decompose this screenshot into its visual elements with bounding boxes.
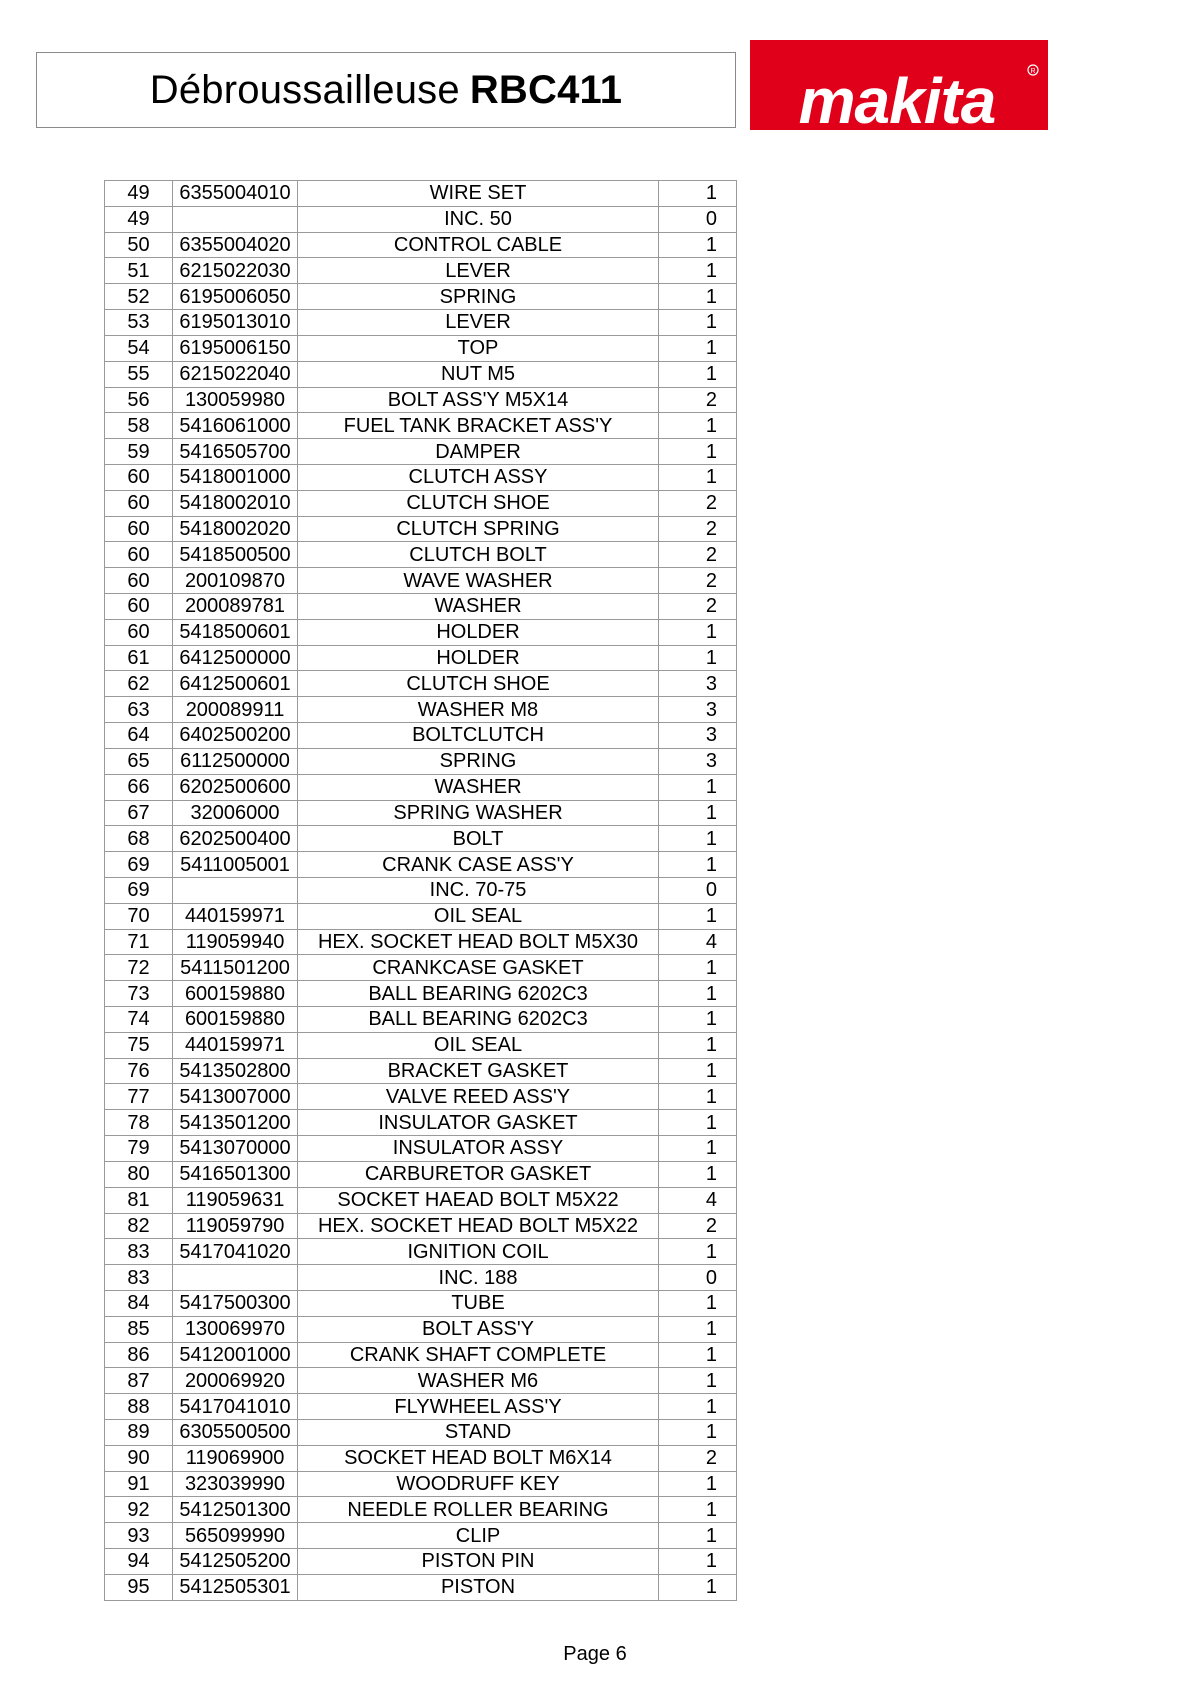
- part-number-cell: 200089781: [173, 594, 298, 620]
- part-number-cell: 5418002020: [173, 516, 298, 542]
- part-number-cell: 200069920: [173, 1368, 298, 1394]
- table-row: [105, 826, 737, 852]
- quantity-cell: 1: [659, 645, 737, 671]
- part-number-cell: 130069970: [173, 1316, 298, 1342]
- ref-cell: 90: [105, 1445, 173, 1471]
- part-number-cell: 6215022040: [173, 361, 298, 387]
- quantity-cell: 1: [659, 1007, 737, 1033]
- part-number-cell: 6412500000: [173, 645, 298, 671]
- quantity-cell: 1: [659, 1497, 737, 1523]
- ref-cell: 58: [105, 413, 173, 439]
- quantity-cell: 3: [659, 723, 737, 749]
- ref-cell: 56: [105, 387, 173, 413]
- ref-cell: 83: [105, 1265, 173, 1291]
- ref-cell: 67: [105, 800, 173, 826]
- quantity-cell: 1: [659, 1368, 737, 1394]
- description-cell: CLUTCH SHOE: [298, 490, 659, 516]
- ref-cell: 64: [105, 723, 173, 749]
- description-cell: CRANK CASE ASS'Y: [298, 852, 659, 878]
- description-cell: SOCKET HAEAD BOLT M5X22: [298, 1187, 659, 1213]
- quantity-cell: 1: [659, 464, 737, 490]
- title-model: RBC411: [469, 67, 623, 112]
- table-row: [105, 1265, 737, 1291]
- description-cell: FUEL TANK BRACKET ASS'Y: [298, 413, 659, 439]
- part-number-cell: 6215022030: [173, 258, 298, 284]
- table-row: [105, 258, 737, 284]
- part-number-cell: 130059980: [173, 387, 298, 413]
- part-number-cell: 119059940: [173, 929, 298, 955]
- table-row: [105, 1239, 737, 1265]
- quantity-cell: 2: [659, 542, 737, 568]
- table-row: [105, 542, 737, 568]
- quantity-cell: 1: [659, 826, 737, 852]
- quantity-cell: 1: [659, 1316, 737, 1342]
- description-cell: HEX. SOCKET HEAD BOLT M5X30: [298, 929, 659, 955]
- description-cell: OIL SEAL: [298, 1032, 659, 1058]
- part-number-cell: 5417500300: [173, 1290, 298, 1316]
- description-cell: WAVE WASHER: [298, 568, 659, 594]
- description-cell: NEEDLE ROLLER BEARING: [298, 1497, 659, 1523]
- part-number-cell: 5416061000: [173, 413, 298, 439]
- table-row: [105, 697, 737, 723]
- table-row: [105, 439, 737, 465]
- table-row: [105, 929, 737, 955]
- part-number-cell: 565099990: [173, 1523, 298, 1549]
- table-row: [105, 1316, 737, 1342]
- table-row: [105, 903, 737, 929]
- description-cell: SOCKET HEAD BOLT M6X14: [298, 1445, 659, 1471]
- description-cell: CLIP: [298, 1523, 659, 1549]
- description-cell: CLUTCH BOLT: [298, 542, 659, 568]
- quantity-cell: 1: [659, 258, 737, 284]
- table-row: [105, 568, 737, 594]
- part-number-cell: 6402500200: [173, 723, 298, 749]
- table-row: [105, 723, 737, 749]
- description-cell: BOLT: [298, 826, 659, 852]
- part-number-cell: 5412001000: [173, 1342, 298, 1368]
- ref-cell: 72: [105, 955, 173, 981]
- table-row: [105, 1523, 737, 1549]
- description-cell: PISTON PIN: [298, 1549, 659, 1575]
- table-row: [105, 1394, 737, 1420]
- part-number-cell: 6305500500: [173, 1420, 298, 1446]
- ref-cell: 89: [105, 1420, 173, 1446]
- part-number-cell: 5417041020: [173, 1239, 298, 1265]
- table-row: [105, 310, 737, 336]
- quantity-cell: 1: [659, 413, 737, 439]
- table-row: [105, 1032, 737, 1058]
- quantity-cell: 1: [659, 800, 737, 826]
- part-number-cell: 200089911: [173, 697, 298, 723]
- part-number-cell: 5413501200: [173, 1110, 298, 1136]
- description-cell: WASHER M6: [298, 1368, 659, 1394]
- part-number-cell: 6112500000: [173, 748, 298, 774]
- part-number-cell: 119069900: [173, 1445, 298, 1471]
- description-cell: BOLT ASS'Y M5X14: [298, 387, 659, 413]
- svg-text:R: R: [1030, 68, 1036, 75]
- title-prefix: Débroussailleuse: [149, 67, 460, 112]
- quantity-cell: 1: [659, 232, 737, 258]
- ref-cell: 80: [105, 1161, 173, 1187]
- quantity-cell: 1: [659, 981, 737, 1007]
- ref-cell: 85: [105, 1316, 173, 1342]
- description-cell: LEVER: [298, 310, 659, 336]
- table-row: [105, 955, 737, 981]
- part-number-cell: 5416501300: [173, 1161, 298, 1187]
- quantity-cell: 1: [659, 619, 737, 645]
- description-cell: CONTROL CABLE: [298, 232, 659, 258]
- part-number-cell: 600159880: [173, 1007, 298, 1033]
- ref-cell: 63: [105, 697, 173, 723]
- description-cell: CRANK SHAFT COMPLETE: [298, 1342, 659, 1368]
- quantity-cell: 1: [659, 1110, 737, 1136]
- quantity-cell: 1: [659, 1136, 737, 1162]
- svg-text:makita: makita: [798, 65, 996, 130]
- description-cell: LEVER: [298, 258, 659, 284]
- table-row: [105, 1471, 737, 1497]
- quantity-cell: 0: [659, 1265, 737, 1291]
- quantity-cell: 1: [659, 284, 737, 310]
- part-number-cell: 5411005001: [173, 852, 298, 878]
- quantity-cell: 2: [659, 568, 737, 594]
- table-row: [105, 181, 737, 207]
- part-number-cell: 5411501200: [173, 955, 298, 981]
- ref-cell: 83: [105, 1239, 173, 1265]
- part-number-cell: 5418001000: [173, 464, 298, 490]
- table-row: [105, 1110, 737, 1136]
- ref-cell: 70: [105, 903, 173, 929]
- description-cell: INC. 188: [298, 1265, 659, 1291]
- quantity-cell: 1: [659, 361, 737, 387]
- table-row: [105, 748, 737, 774]
- part-number-cell: 440159971: [173, 1032, 298, 1058]
- ref-cell: 60: [105, 490, 173, 516]
- part-number-cell: 323039990: [173, 1471, 298, 1497]
- quantity-cell: 1: [659, 1342, 737, 1368]
- ref-cell: 51: [105, 258, 173, 284]
- quantity-cell: 2: [659, 1213, 737, 1239]
- part-number-cell: 6202500600: [173, 774, 298, 800]
- table-row: [105, 1213, 737, 1239]
- quantity-cell: 2: [659, 1445, 737, 1471]
- quantity-cell: 1: [659, 1420, 737, 1446]
- part-number-cell: 6355004020: [173, 232, 298, 258]
- quantity-cell: 1: [659, 181, 737, 207]
- table-row: [105, 800, 737, 826]
- ref-cell: 65: [105, 748, 173, 774]
- part-number-cell: 119059631: [173, 1187, 298, 1213]
- table-row: [105, 1161, 737, 1187]
- makita-logo: [750, 40, 1048, 130]
- description-cell: WIRE SET: [298, 181, 659, 207]
- table-row: [105, 1007, 737, 1033]
- table-row: [105, 1368, 737, 1394]
- description-cell: INSULATOR GASKET: [298, 1110, 659, 1136]
- ref-cell: 86: [105, 1342, 173, 1368]
- ref-cell: 60: [105, 619, 173, 645]
- quantity-cell: 1: [659, 1574, 737, 1600]
- quantity-cell: 1: [659, 335, 737, 361]
- ref-cell: 78: [105, 1110, 173, 1136]
- ref-cell: 79: [105, 1136, 173, 1162]
- description-cell: STAND: [298, 1420, 659, 1446]
- part-number-cell: 32006000: [173, 800, 298, 826]
- quantity-cell: 2: [659, 594, 737, 620]
- quantity-cell: 1: [659, 903, 737, 929]
- quantity-cell: 0: [659, 877, 737, 903]
- part-number-cell: 6195013010: [173, 310, 298, 336]
- part-number-cell: 5418500601: [173, 619, 298, 645]
- part-number-cell: 5416505700: [173, 439, 298, 465]
- description-cell: SPRING: [298, 284, 659, 310]
- description-cell: CLUTCH SPRING: [298, 516, 659, 542]
- quantity-cell: 3: [659, 748, 737, 774]
- description-cell: BRACKET GASKET: [298, 1058, 659, 1084]
- quantity-cell: 3: [659, 697, 737, 723]
- description-cell: NUT M5: [298, 361, 659, 387]
- quantity-cell: 1: [659, 310, 737, 336]
- part-number-cell: 5412505301: [173, 1574, 298, 1600]
- description-cell: OIL SEAL: [298, 903, 659, 929]
- description-cell: INSULATOR ASSY: [298, 1136, 659, 1162]
- description-cell: BALL BEARING 6202C3: [298, 981, 659, 1007]
- ref-cell: 74: [105, 1007, 173, 1033]
- part-number-cell: 6195006050: [173, 284, 298, 310]
- ref-cell: 77: [105, 1084, 173, 1110]
- document-title: [36, 52, 736, 128]
- table-row: [105, 284, 737, 310]
- ref-cell: 50: [105, 232, 173, 258]
- part-number-cell: 5412505200: [173, 1549, 298, 1575]
- description-cell: INC. 70-75: [298, 877, 659, 903]
- ref-cell: 68: [105, 826, 173, 852]
- table-row: [105, 645, 737, 671]
- table-row: [105, 877, 737, 903]
- page-number: Page 6: [563, 1643, 627, 1665]
- quantity-cell: 1: [659, 1394, 737, 1420]
- table-row: [105, 387, 737, 413]
- quantity-cell: 1: [659, 852, 737, 878]
- part-number-cell: 5418002010: [173, 490, 298, 516]
- part-number-cell: 5417041010: [173, 1394, 298, 1420]
- description-cell: WOODRUFF KEY: [298, 1471, 659, 1497]
- description-cell: SPRING: [298, 748, 659, 774]
- ref-cell: 60: [105, 464, 173, 490]
- parts-table: [104, 180, 737, 1601]
- description-cell: BOLTCLUTCH: [298, 723, 659, 749]
- quantity-cell: 1: [659, 1084, 737, 1110]
- description-cell: TOP: [298, 335, 659, 361]
- ref-cell: 53: [105, 310, 173, 336]
- table-row: [105, 1084, 737, 1110]
- table-row: [105, 335, 737, 361]
- description-cell: DAMPER: [298, 439, 659, 465]
- ref-cell: 60: [105, 568, 173, 594]
- part-number-cell: 5413007000: [173, 1084, 298, 1110]
- part-number-cell: 6195006150: [173, 335, 298, 361]
- table-row: [105, 852, 737, 878]
- ref-cell: 66: [105, 774, 173, 800]
- quantity-cell: 2: [659, 516, 737, 542]
- part-number-cell: 6412500601: [173, 671, 298, 697]
- quantity-cell: 1: [659, 439, 737, 465]
- table-row: [105, 1445, 737, 1471]
- description-cell: PISTON: [298, 1574, 659, 1600]
- quantity-cell: 1: [659, 1290, 737, 1316]
- description-cell: WASHER: [298, 774, 659, 800]
- table-row: [105, 774, 737, 800]
- description-cell: WASHER M8: [298, 697, 659, 723]
- ref-cell: 69: [105, 877, 173, 903]
- ref-cell: 60: [105, 516, 173, 542]
- table-row: [105, 619, 737, 645]
- description-cell: HOLDER: [298, 619, 659, 645]
- table-row: [105, 1342, 737, 1368]
- table-row: [105, 413, 737, 439]
- ref-cell: 81: [105, 1187, 173, 1213]
- quantity-cell: 1: [659, 1471, 737, 1497]
- ref-cell: 55: [105, 361, 173, 387]
- quantity-cell: 4: [659, 929, 737, 955]
- table-row: [105, 206, 737, 232]
- ref-cell: 87: [105, 1368, 173, 1394]
- quantity-cell: 3: [659, 671, 737, 697]
- table-row: [105, 490, 737, 516]
- ref-cell: 93: [105, 1523, 173, 1549]
- quantity-cell: 1: [659, 1523, 737, 1549]
- description-cell: CLUTCH ASSY: [298, 464, 659, 490]
- ref-cell: 54: [105, 335, 173, 361]
- description-cell: SPRING WASHER: [298, 800, 659, 826]
- quantity-cell: 1: [659, 774, 737, 800]
- ref-cell: 49: [105, 206, 173, 232]
- table-row: [105, 1187, 737, 1213]
- part-number-cell: 5413070000: [173, 1136, 298, 1162]
- description-cell: IGNITION COIL: [298, 1239, 659, 1265]
- part-number-cell: 6202500400: [173, 826, 298, 852]
- table-row: [105, 1136, 737, 1162]
- quantity-cell: 1: [659, 955, 737, 981]
- table-row: [105, 1497, 737, 1523]
- quantity-cell: 1: [659, 1161, 737, 1187]
- ref-cell: 73: [105, 981, 173, 1007]
- table-row: [105, 361, 737, 387]
- description-cell: TUBE: [298, 1290, 659, 1316]
- description-cell: INC. 50: [298, 206, 659, 232]
- part-number-cell: [173, 877, 298, 903]
- parts-table-body: [105, 181, 737, 1601]
- part-number-cell: 200109870: [173, 568, 298, 594]
- quantity-cell: 1: [659, 1239, 737, 1265]
- quantity-cell: 1: [659, 1032, 737, 1058]
- ref-cell: 94: [105, 1549, 173, 1575]
- ref-cell: 60: [105, 594, 173, 620]
- quantity-cell: 2: [659, 387, 737, 413]
- ref-cell: 49: [105, 181, 173, 207]
- description-cell: BALL BEARING 6202C3: [298, 1007, 659, 1033]
- ref-cell: 52: [105, 284, 173, 310]
- part-number-cell: [173, 1265, 298, 1291]
- ref-cell: 82: [105, 1213, 173, 1239]
- description-cell: FLYWHEEL ASS'Y: [298, 1394, 659, 1420]
- ref-cell: 61: [105, 645, 173, 671]
- quantity-cell: 2: [659, 490, 737, 516]
- table-row: [105, 516, 737, 542]
- table-row: [105, 232, 737, 258]
- quantity-cell: 1: [659, 1058, 737, 1084]
- description-cell: CARBURETOR GASKET: [298, 1161, 659, 1187]
- part-number-cell: 440159971: [173, 903, 298, 929]
- quantity-cell: 4: [659, 1187, 737, 1213]
- description-cell: VALVE REED ASS'Y: [298, 1084, 659, 1110]
- ref-cell: 71: [105, 929, 173, 955]
- table-row: [105, 464, 737, 490]
- ref-cell: 88: [105, 1394, 173, 1420]
- quantity-cell: 1: [659, 1549, 737, 1575]
- part-number-cell: 600159880: [173, 981, 298, 1007]
- part-number-cell: 6355004010: [173, 181, 298, 207]
- table-row: [105, 981, 737, 1007]
- ref-cell: 91: [105, 1471, 173, 1497]
- table-row: [105, 1549, 737, 1575]
- table-row: [105, 1420, 737, 1446]
- ref-cell: 62: [105, 671, 173, 697]
- ref-cell: 84: [105, 1290, 173, 1316]
- ref-cell: 69: [105, 852, 173, 878]
- ref-cell: 59: [105, 439, 173, 465]
- ref-cell: 95: [105, 1574, 173, 1600]
- ref-cell: 75: [105, 1032, 173, 1058]
- description-cell: CLUTCH SHOE: [298, 671, 659, 697]
- part-number-cell: [173, 206, 298, 232]
- description-cell: CRANKCASE GASKET: [298, 955, 659, 981]
- ref-cell: 92: [105, 1497, 173, 1523]
- table-row: [105, 1290, 737, 1316]
- quantity-cell: 0: [659, 206, 737, 232]
- description-cell: BOLT ASS'Y: [298, 1316, 659, 1342]
- description-cell: WASHER: [298, 594, 659, 620]
- part-number-cell: 5418500500: [173, 542, 298, 568]
- description-cell: HEX. SOCKET HEAD BOLT M5X22: [298, 1213, 659, 1239]
- table-row: [105, 1058, 737, 1084]
- part-number-cell: 5413502800: [173, 1058, 298, 1084]
- table-row: [105, 1574, 737, 1600]
- ref-cell: 60: [105, 542, 173, 568]
- part-number-cell: 5412501300: [173, 1497, 298, 1523]
- part-number-cell: 119059790: [173, 1213, 298, 1239]
- ref-cell: 76: [105, 1058, 173, 1084]
- description-cell: HOLDER: [298, 645, 659, 671]
- table-row: [105, 594, 737, 620]
- table-row: [105, 671, 737, 697]
